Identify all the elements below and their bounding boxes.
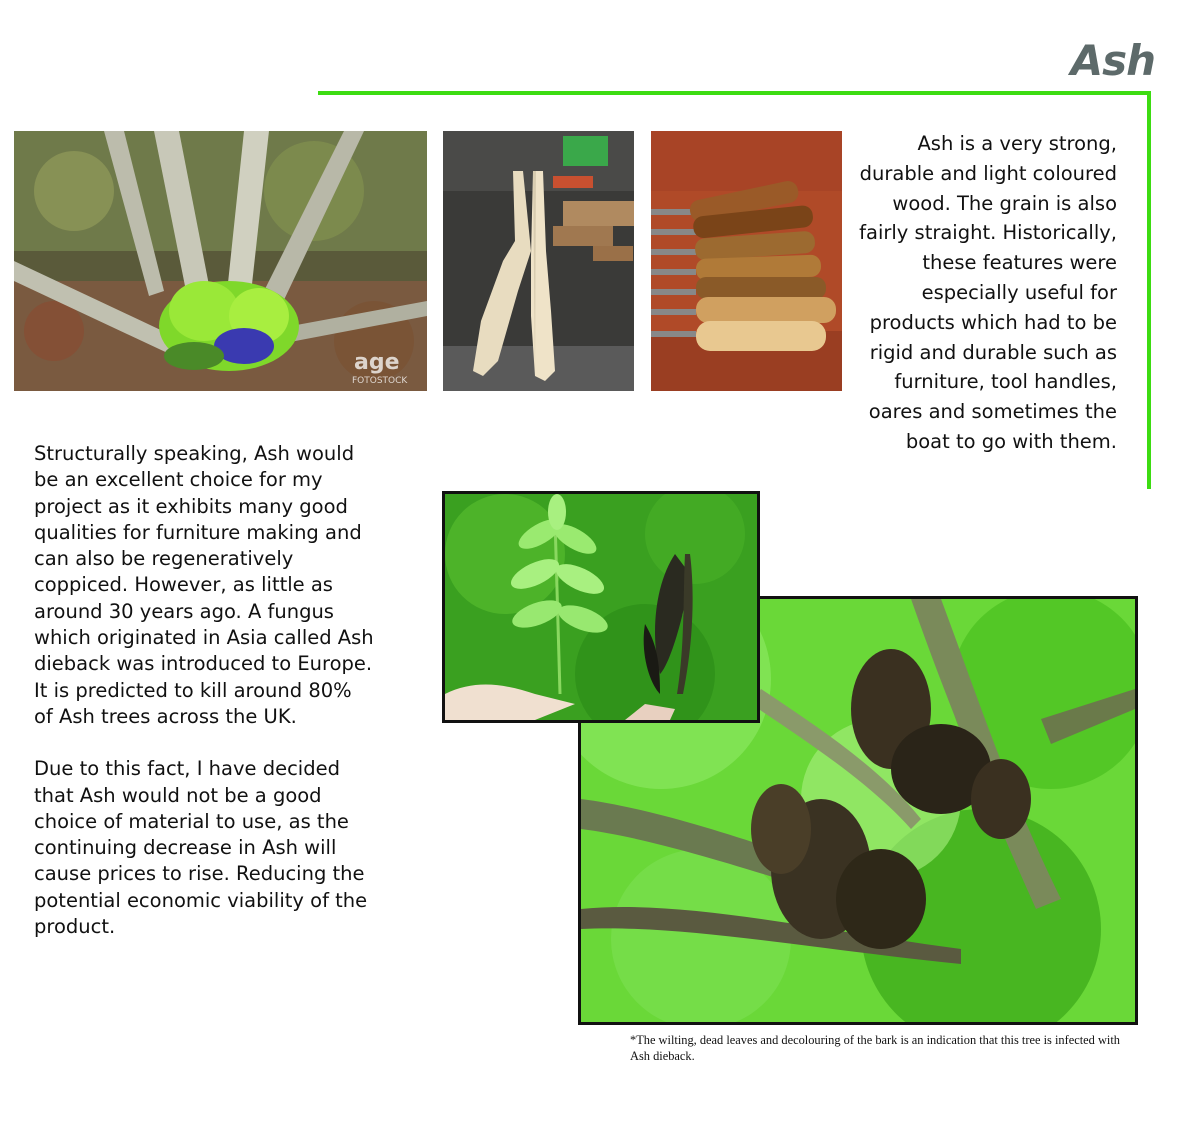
analysis-paragraph-2: Due to this fact, I have decided that Ash would not be a good choice of material to use, as the continuing decrease in Ash will cause prices to rise. Reducing the potential economic viability of the product. [34,757,368,939]
chisel-handles-photo [651,131,842,391]
accent-line-vertical [1147,91,1151,489]
ash-oars-photo [443,131,634,391]
analysis-paragraph-1: Structurally speaking, Ash would be an excellent choice for my project as it exhibits many good qualities for furniture making and can also be regeneratively coppiced. However, as little as around 30 years ago. A fungus which originated in Asia called Ash dieback was introduced to Europe. It is predicted to kill around 80% of Ash trees across the UK. [34,442,374,728]
photo-caption: *The wilting, dead leaves and decolouring of the bark is an indication that this tree is infected with Ash dieback. [630,1033,1120,1063]
age-watermark: age [354,350,400,375]
leaf-comparison-photo [442,491,760,723]
coppiced-ash-photo [14,131,427,391]
fotostock-watermark: FOTOSTOCK [352,376,408,386]
accent-line-horizontal [318,91,1151,95]
ash-description-text: Ash is a very strong, durable and light coloured wood. The grain is also fairly straight. Historically, these features were especially useful for products which had to be rigid and durable such as furniture, tool handles, oares and sometimes the boat to go with them. [859,132,1117,453]
page-title: Ash [1070,36,1155,85]
ash-analysis-text [34,441,374,940]
